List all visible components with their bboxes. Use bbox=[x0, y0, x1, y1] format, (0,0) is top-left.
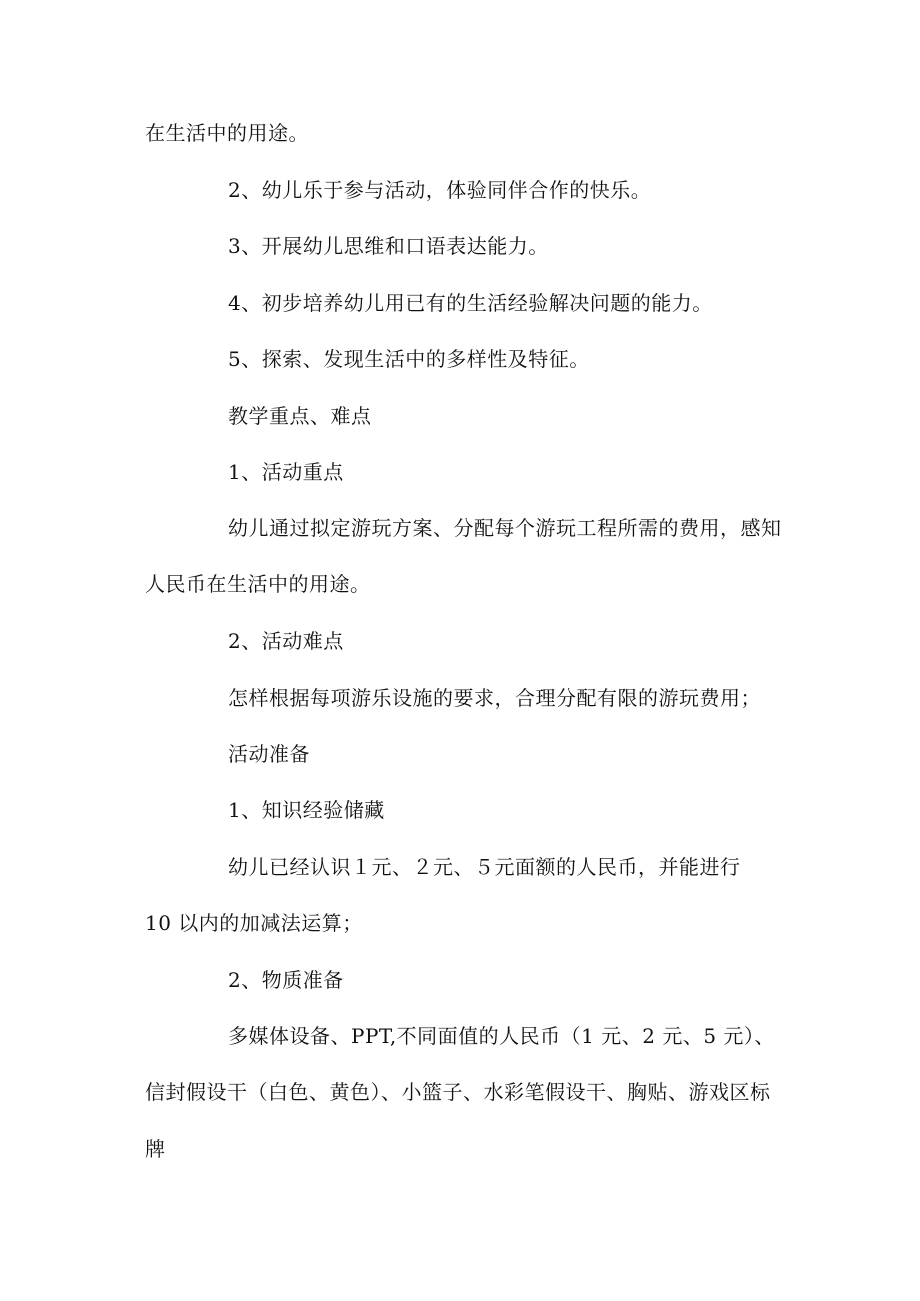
subheading-activity-difficulty: 2、活动难点 bbox=[228, 629, 344, 653]
body-text-line: 怎样根据每项游乐设施的要求，合理分配有限的游玩费用； bbox=[228, 686, 761, 710]
goal-item-3: 3、开展幼儿思维和口语表达能力。 bbox=[228, 234, 549, 258]
body-text-line: 幼儿已经认识１元、２元、５元面额的人民币，并能进行 bbox=[228, 855, 741, 879]
subheading-knowledge-reserve: 1、知识经验储藏 bbox=[228, 798, 385, 822]
section-heading-key-points: 教学重点、难点 bbox=[228, 404, 372, 428]
body-text-line: 人民币在生活中的用途。 bbox=[145, 572, 371, 596]
goal-item-5: 5、探索、发现生活中的多样性及特征。 bbox=[228, 347, 590, 371]
section-heading-preparation: 活动准备 bbox=[228, 742, 310, 766]
goal-item-2: 2、幼儿乐于参与活动，体验同伴合作的快乐。 bbox=[228, 178, 652, 202]
subheading-material-preparation: 2、物质准备 bbox=[228, 968, 344, 992]
goal-item-4: 4、初步培养幼儿用已有的生活经验解决问题的能力。 bbox=[228, 291, 713, 315]
body-text-line: 幼儿通过拟定游玩方案、分配每个游玩工程所需的费用，感知 bbox=[228, 516, 782, 540]
body-text-line: 信封假设干（白色、黄色）、小篮子、水彩笔假设干、胸贴、游戏区标 bbox=[145, 1080, 771, 1104]
body-text-line: 多媒体设备、PPT,不同面值的人民币（1 元、2 元、5 元）、 bbox=[228, 1024, 775, 1048]
subheading-activity-focus: 1、活动重点 bbox=[228, 460, 344, 484]
body-text-line: 在生活中的用途。 bbox=[145, 121, 309, 145]
body-text-line: 10 以内的加减法运算； bbox=[145, 911, 363, 935]
body-text-line: 牌 bbox=[145, 1137, 166, 1161]
